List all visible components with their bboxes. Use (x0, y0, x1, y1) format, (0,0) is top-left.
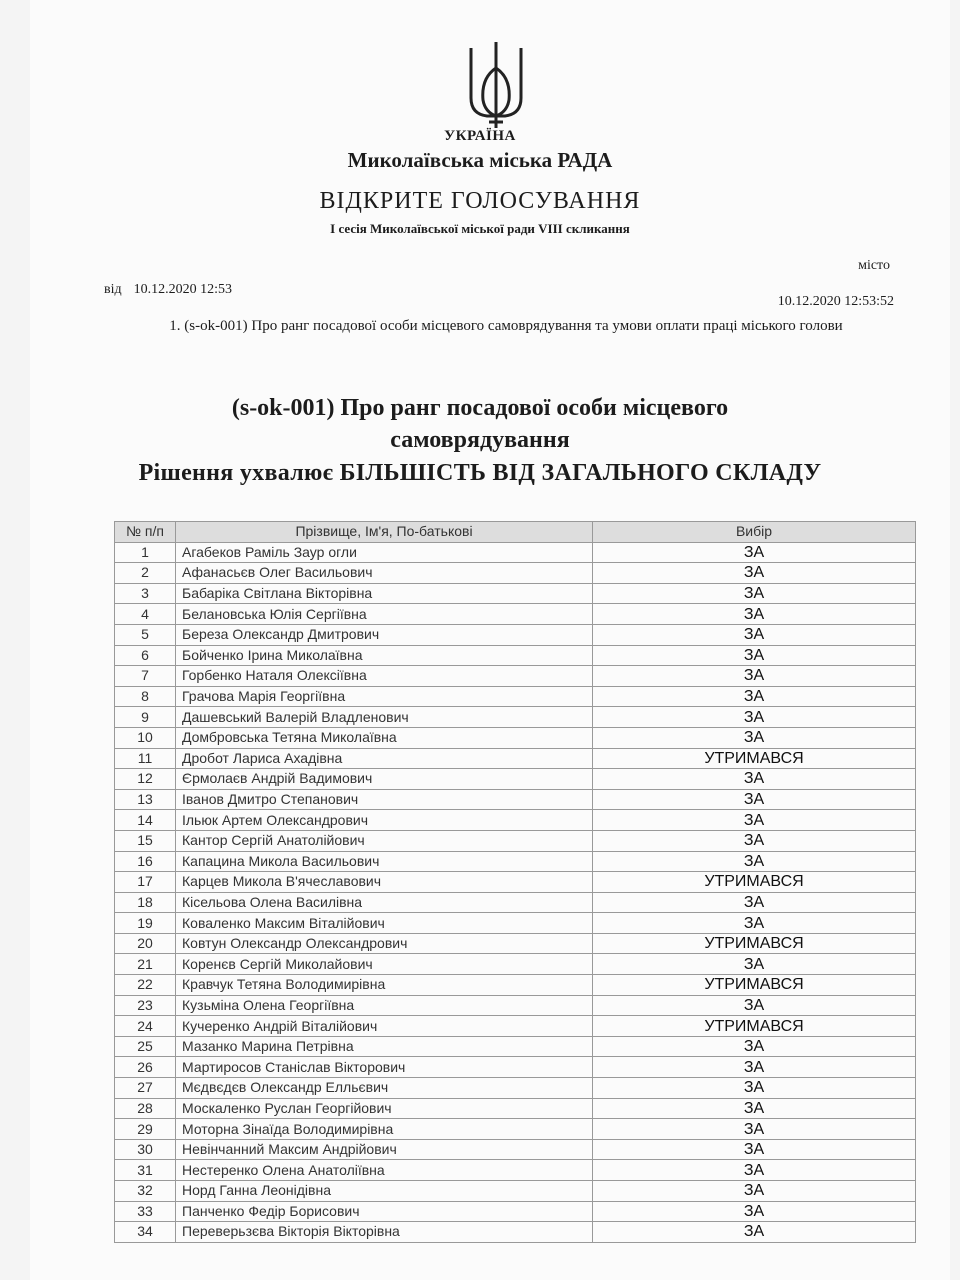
row-number: 26 (115, 1057, 176, 1078)
table-row (115, 624, 916, 645)
council-name: Миколаївська міська РАДА (347, 148, 613, 172)
table-header (115, 522, 916, 543)
vote-choice: УТРИМАВСЯ (593, 872, 916, 893)
table-row (115, 1016, 916, 1037)
member-name: Іванов Дмитро Степанович (176, 789, 593, 810)
col-choice: Вибір (593, 522, 916, 543)
vote-choice: ЗА (593, 810, 916, 831)
row-number: 28 (115, 1098, 176, 1119)
row-number: 2 (115, 563, 176, 584)
from-date (104, 282, 232, 298)
member-name: Мазанко Марина Петрівна (176, 1036, 593, 1057)
table-row (115, 604, 916, 625)
table-row (115, 933, 916, 954)
vote-choice: ЗА (593, 1201, 916, 1222)
table-row (115, 913, 916, 934)
vote-choice: ЗА (593, 1222, 916, 1243)
col-name: Прізвище, Ім'я, По-батькові (176, 522, 593, 543)
col-number: № п/п (115, 522, 176, 543)
member-name: Белановська Юлія Сергіївна (176, 604, 593, 625)
vote-choice: ЗА (593, 645, 916, 666)
table-row (115, 789, 916, 810)
vote-choice: ЗА (593, 1160, 916, 1181)
row-number: 24 (115, 1016, 176, 1037)
vote-choice: ЗА (593, 604, 916, 625)
table-row (115, 954, 916, 975)
document-title: ВІДКРИТЕ ГОЛОСУВАННЯ (319, 188, 641, 214)
row-number: 30 (115, 1139, 176, 1160)
member-name: Панченко Федір Борисович (176, 1201, 593, 1222)
member-name: Кузьміна Олена Георгіївна (176, 995, 593, 1016)
table-row (115, 563, 916, 584)
row-number: 17 (115, 872, 176, 893)
row-number: 10 (115, 727, 176, 748)
city-label: місто (858, 258, 890, 273)
vote-choice: УТРИМАВСЯ (593, 1016, 916, 1037)
question-title-text: (s-ok-001) Про ранг посадової особи місцевого самоврядування (231, 395, 729, 453)
table-row (115, 830, 916, 851)
table-row (115, 1036, 916, 1057)
agenda-item: 1. (s-ok-001) Про ранг посадової особи місцевого самоврядування та умови оплати праці міського голови (169, 318, 843, 334)
member-name: Єрмолаєв Андрій Вадимович (176, 769, 593, 790)
table-row (115, 645, 916, 666)
vote-choice: ЗА (593, 995, 916, 1016)
row-number: 20 (115, 933, 176, 954)
row-number: 7 (115, 666, 176, 687)
table-row (115, 727, 916, 748)
row-number: 4 (115, 604, 176, 625)
member-name: Дробот Лариса Ахадівна (176, 748, 593, 769)
row-number: 15 (115, 830, 176, 851)
member-name: Кантор Сергій Анатолійович (176, 830, 593, 851)
member-name: Коренєв Сергій Миколайович (176, 954, 593, 975)
vote-choice: ЗА (593, 913, 916, 934)
member-name: Бойченко Ірина Миколаївна (176, 645, 593, 666)
member-name: Кучеренко Андрій Віталійович (176, 1016, 593, 1037)
from-date-value: 10.12.2020 12:53 (133, 282, 233, 297)
vote-choice: ЗА (593, 727, 916, 748)
member-name: Мартиросов Станіслав Вікторович (176, 1057, 593, 1078)
row-number: 12 (115, 769, 176, 790)
table-row (115, 1222, 916, 1243)
row-number: 21 (115, 954, 176, 975)
table-row (115, 769, 916, 790)
row-number: 3 (115, 583, 176, 604)
member-name: Норд Ганна Леонідівна (176, 1181, 593, 1202)
row-number: 34 (115, 1222, 176, 1243)
row-number: 13 (115, 789, 176, 810)
member-name: Коваленко Максим Віталійович (176, 913, 593, 934)
vote-choice: ЗА (593, 666, 916, 687)
member-name: Моторна Зінаїда Володимирівна (176, 1119, 593, 1140)
table-row (115, 1181, 916, 1202)
member-name: Ковтун Олександр Олександрович (176, 933, 593, 954)
country-name: УКРАЇНА (444, 128, 516, 144)
table-row (115, 748, 916, 769)
member-name: Москаленко Руслан Георгійович (176, 1098, 593, 1119)
vote-choice: ЗА (593, 686, 916, 707)
table-row (115, 872, 916, 893)
row-number: 5 (115, 624, 176, 645)
vote-choice: ЗА (593, 769, 916, 790)
row-number: 22 (115, 975, 176, 996)
vote-choice: ЗА (593, 542, 916, 563)
member-name: Горбенко Наталя Олексіївна (176, 666, 593, 687)
row-number: 32 (115, 1181, 176, 1202)
member-name: Кісельова Олена Василівна (176, 892, 593, 913)
row-number: 6 (115, 645, 176, 666)
member-name: Переверьзєва Вікторія Вікторівна (176, 1222, 593, 1243)
row-number: 8 (115, 686, 176, 707)
vote-choice: ЗА (593, 1036, 916, 1057)
vote-choice: ЗА (593, 1057, 916, 1078)
row-number: 16 (115, 851, 176, 872)
table-row (115, 1078, 916, 1099)
row-number: 18 (115, 892, 176, 913)
row-number: 25 (115, 1036, 176, 1057)
member-name: Домбровська Тетяна Миколаївна (176, 727, 593, 748)
row-number: 19 (115, 913, 176, 934)
member-name: Мєдвєдєв Олександр Елльєвич (176, 1078, 593, 1099)
vote-choice: УТРИМАВСЯ (593, 933, 916, 954)
trident-emblem-icon (463, 38, 529, 130)
row-number: 33 (115, 1201, 176, 1222)
row-number: 27 (115, 1078, 176, 1099)
table-row (115, 1160, 916, 1181)
row-number: 9 (115, 707, 176, 728)
vote-choice: ЗА (593, 1078, 916, 1099)
member-name: Кравчук Тетяна Володимирівна (176, 975, 593, 996)
table-row (115, 1201, 916, 1222)
row-number: 14 (115, 810, 176, 831)
vote-choice: ЗА (593, 789, 916, 810)
vote-table (114, 521, 916, 1243)
row-number: 1 (115, 542, 176, 563)
member-name: Ільюк Артем Олександрович (176, 810, 593, 831)
table-row (115, 892, 916, 913)
vote-choice: ЗА (593, 851, 916, 872)
vote-choice: ЗА (593, 892, 916, 913)
member-name: Береза Олександр Дмитрович (176, 624, 593, 645)
member-name: Бабаріка Світлана Вікторівна (176, 583, 593, 604)
vote-choice: ЗА (593, 830, 916, 851)
member-name: Карцев Микола В'ячеславович (176, 872, 593, 893)
table-row (115, 1057, 916, 1078)
member-name: Грачова Марія Георгіївна (176, 686, 593, 707)
table-row (115, 707, 916, 728)
vote-choice: УТРИМАВСЯ (593, 975, 916, 996)
vote-choice: ЗА (593, 1119, 916, 1140)
member-name: Афанасьєв Олег Васильович (176, 563, 593, 584)
table-row (115, 542, 916, 563)
table-row (115, 810, 916, 831)
member-name: Дашевський Валерій Владленович (176, 707, 593, 728)
vote-choice: ЗА (593, 563, 916, 584)
table-row (115, 666, 916, 687)
row-number: 29 (115, 1119, 176, 1140)
table-row (115, 1139, 916, 1160)
vote-choice: ЗА (593, 954, 916, 975)
vote-choice: ЗА (593, 707, 916, 728)
table-row (115, 1119, 916, 1140)
member-name: Капацина Микола Васильович (176, 851, 593, 872)
row-number: 23 (115, 995, 176, 1016)
from-label: від (104, 282, 122, 297)
vote-choice: ЗА (593, 624, 916, 645)
table-row (115, 975, 916, 996)
member-name: Невінчанний Максим Андрійович (176, 1139, 593, 1160)
decision-rule: Рішення ухвалює БІЛЬШІСТЬ ВІД ЗАГАЛЬНОГО СКЛАДУ (138, 460, 822, 486)
table-row (115, 583, 916, 604)
session-info: І сесія Миколаївської міської ради VIII скликання (330, 221, 630, 236)
vote-choice: ЗА (593, 1181, 916, 1202)
question-title (0, 392, 960, 456)
vote-choice: ЗА (593, 583, 916, 604)
table-row (115, 851, 916, 872)
row-number: 31 (115, 1160, 176, 1181)
member-name: Агабеков Раміль Заур огли (176, 542, 593, 563)
vote-choice: ЗА (593, 1139, 916, 1160)
table-row (115, 1098, 916, 1119)
table-row (115, 686, 916, 707)
table-row (115, 995, 916, 1016)
timestamp: 10.12.2020 12:53:52 (777, 294, 894, 309)
row-number: 11 (115, 748, 176, 769)
vote-choice: УТРИМАВСЯ (593, 748, 916, 769)
vote-choice: ЗА (593, 1098, 916, 1119)
member-name: Нестеренко Олена Анатоліївна (176, 1160, 593, 1181)
